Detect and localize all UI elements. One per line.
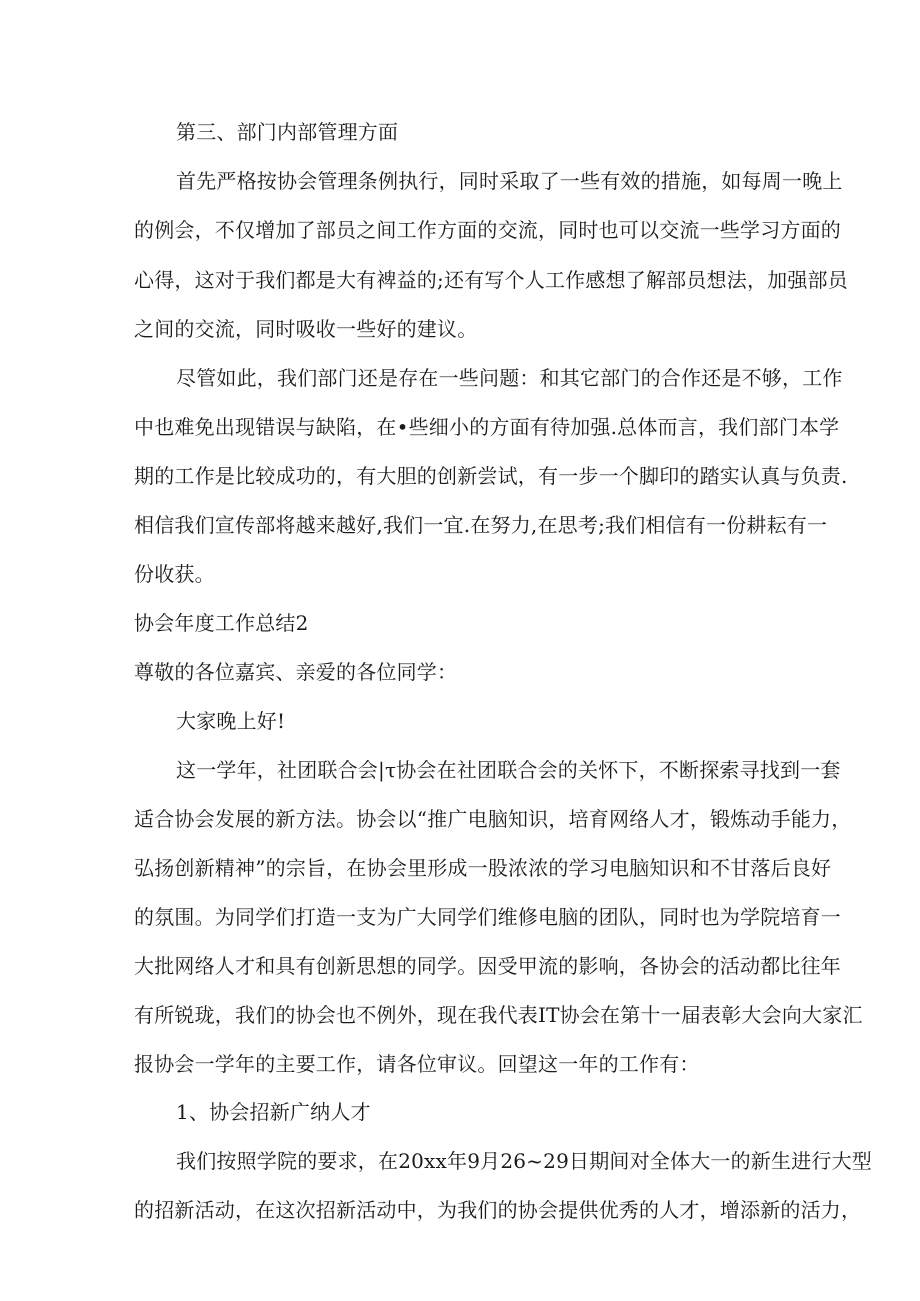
paragraph-line: 相信我们宣传部将越来越好,我们一宜.在努力,在思考;我们相信有一份耕耘有一 [134, 513, 828, 537]
paragraph-line: 有所锐珑，我们的协会也不例外，现在我代表IT协会在第十一届表彰大会向大家汇 [134, 1003, 863, 1027]
paragraph-line: 弘扬创新精神”的宗旨，在协会里形成一股浓浓的学习电脑知识和不甘落后良好 [134, 856, 832, 880]
section-heading: 第三、部门内部管理方面 [176, 120, 399, 144]
paragraph-line: 这一学年，社团联合会|τ协会在社团联合会的关怀下，不断探索寻找到一套 [176, 758, 841, 782]
paragraph-line: 之间的交流，同时吸收一些好的建议。 [134, 317, 478, 341]
paragraph-line: 报协会一学年的主要工作，请各位审议。回望这一年的工作有： [134, 1052, 700, 1076]
paragraph-line: 我们按照学院的要求，在20xx年9月26~29日期间对全体大一的新生进行大型 [176, 1149, 872, 1173]
subsection-heading: 1、协会招新广纳人才 [176, 1100, 371, 1124]
paragraph-line: 的例会，不仅增加了部员之间工作方面的交流，同时也可以交流一些学习方面的 [134, 218, 841, 242]
paragraph-line: 期的工作是比较成功的，有大胆的创新尝试，有一步一个脚印的踏实认真与负责. [134, 464, 848, 488]
paragraph-line: 首先严格按协会管理条例执行，同时采取了一些有效的措施，如每周一晚上 [176, 169, 843, 193]
paragraph-line: 大批网络人才和具有创新思想的同学。因受甲流的影响，各协会的活动都比往年 [134, 954, 841, 978]
paragraph-line: 份收获。 [134, 562, 215, 586]
paragraph-line: 中也难免出现错误与缺陷，在•些细小的方面有待加强.总体而言，我们部门本学 [134, 415, 840, 439]
paragraph-line: 尽管如此，我们部门还是存在一些问题：和其它部门的合作还是不够，工作 [176, 366, 843, 390]
greeting: 大家晚上好! [176, 709, 286, 733]
document-title: 协会年度工作总结2 [134, 611, 309, 635]
paragraph-line: 心得，这对于我们都是大有裨益的;还有写个人工作感想了解部员想法，加强部员 [134, 268, 848, 292]
paragraph-line: 的氛围。为同学们打造一支为广大同学们维修电脑的团队，同时也为学院培育一 [134, 905, 841, 929]
paragraph-line: 适合协会发展的新方法。协会以“推广电脑知识，培育网络人才，锻炼动手能力， [134, 807, 852, 831]
paragraph-line: 的招新活动，在这次招新活动中，为我们的协会提供优秀的人才，增添新的活力， [134, 1198, 862, 1222]
salutation: 尊敬的各位嘉宾、亲爱的各位同学： [134, 660, 458, 684]
